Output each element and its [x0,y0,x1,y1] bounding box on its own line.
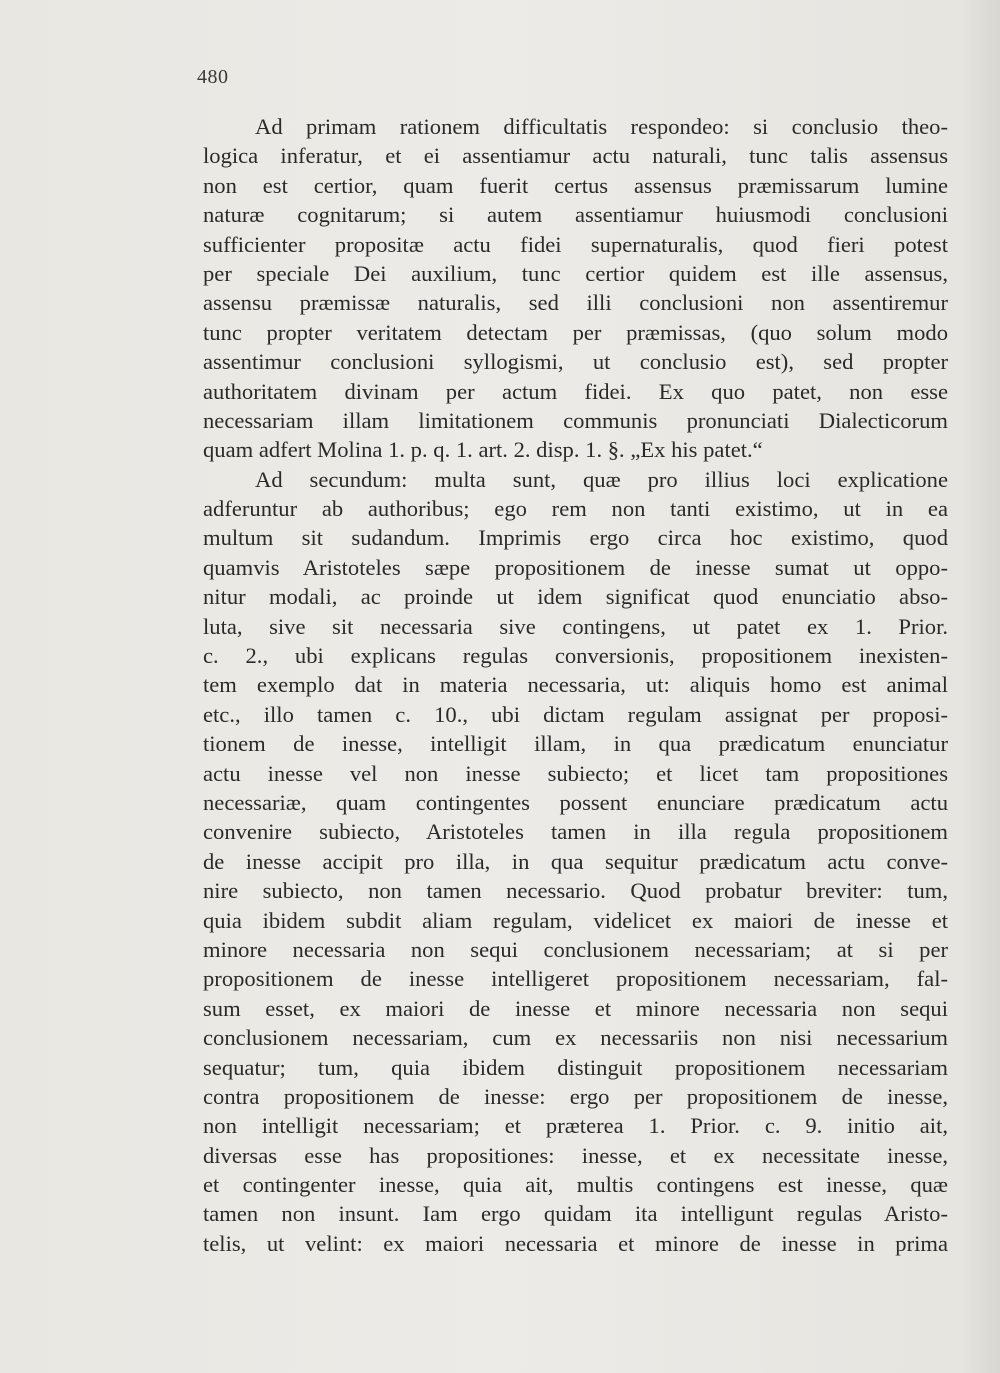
text-line: naturæ cognitarum; si autem assentiamur huiusmodi conclusioni [203,202,948,228]
text-line: assensu præmissæ naturalis, sed illi conclusioni non assentiremur [203,290,948,316]
text-line: quia ibidem subdit aliam regulam, videlicet ex maiori de inesse et [203,907,948,933]
text-line: Ad primam rationem difficultatis respondeo: si conclusio theo- [255,114,948,139]
text-line: per speciale Dei auxilium, tunc certior quidem est ille assensus, [203,260,948,286]
body-text [203,112,948,1258]
text-line: minore necessaria non sequi conclusionem necessariam; at si per [203,936,948,962]
text-line: assentimur conclusioni syllogismi, ut conclusio est), sed propter [203,349,948,375]
text-line: convenire subiecto, Aristoteles tamen in illa regula propositionem [203,819,948,845]
text-line: telis, ut velint: ex maiori necessaria et minore de inesse in prima [203,1230,948,1256]
text-line: multum sit sudandum. Imprimis ergo circa hoc existimo, quod [203,525,948,551]
text-line: contra propositionem de inesse: ergo per propositionem de inesse, [203,1083,948,1109]
text-line: non est certior, quam fuerit certus assensus præmissarum lumine [203,172,948,198]
text-line: de inesse accipit pro illa, in qua sequitur prædicatum actu conve- [203,848,948,874]
text-line: nitur modali, ac proinde ut idem significat quod enunciatio abso- [203,584,948,610]
text-line: conclusionem necessariam, cum ex necessariis non nisi necessarium [203,1025,948,1051]
text-line: sufficienter propositæ actu fidei supernaturalis, quod fieri potest [203,231,948,257]
text-line: diversas esse has propositiones: inesse, et ex necessitate inesse, [203,1142,948,1168]
text-line: authoritatem divinam per actum fidei. Ex quo patet, non esse [203,378,948,404]
text-line: sum esset, ex maiori de inesse et minore necessaria non sequi [203,995,948,1021]
text-line: nire subiecto, non tamen necessario. Quod probatur breviter: tum, [203,878,948,904]
text-line: tionem de inesse, intelligit illam, in qua prædicatum enunciatur [203,731,948,757]
text-line: c. 2., ubi explicans regulas conversionis, propositionem inexisten- [203,643,948,669]
text-line: propositionem de inesse intelligeret propositionem necessariam, fal- [203,966,948,992]
text-line: Ad secundum: multa sunt, quæ pro illius loci explicatione [255,466,948,492]
text-line: logica inferatur, et ei assentiamur actu naturali, tunc talis assensus [203,143,948,169]
text-line: actu inesse vel non inesse subiecto; et licet tam propositiones [203,760,948,786]
page-edge-shadow [960,0,1000,1373]
text-line: et contingenter inesse, quia ait, multis contingens est inesse, quæ [203,1172,948,1198]
text-line: adferuntur ab authoribus; ego rem non tanti existimo, ut in ea [203,496,948,522]
page-number: 480 [197,66,229,88]
text-line: tunc propter veritatem detectam per præmissas, (quo solum modo [203,319,948,345]
text-line: luta, sive sit necessaria sive contingens, ut patet ex 1. Prior. [203,613,948,639]
text-line: quam adfert Molina 1. p. q. 1. art. 2. disp. 1. §. „Ex his patet.“ [203,437,763,463]
text-line: necessariam illam limitationem communis pronunciati Dialecticorum [203,407,948,433]
text-line: non intelligit necessariam; et præterea 1. Prior. c. 9. initio ait, [203,1113,948,1139]
text-line: tem exemplo dat in materia necessaria, ut: aliquis homo est animal [203,672,948,698]
text-line: sequatur; tum, quia ibidem distinguit propositionem necessariam [203,1054,948,1080]
text-line: tamen non insunt. Iam ergo quidam ita intelligunt regulas Aristo- [203,1201,948,1227]
text-line: necessariæ, quam contingentes possent enunciare prædicatum actu [203,789,948,815]
text-line: etc., illo tamen c. 10., ubi dictam regulam assignat per proposi- [203,701,948,727]
text-line: quamvis Aristoteles sæpe propositionem de inesse sumat ut oppo- [203,554,948,580]
